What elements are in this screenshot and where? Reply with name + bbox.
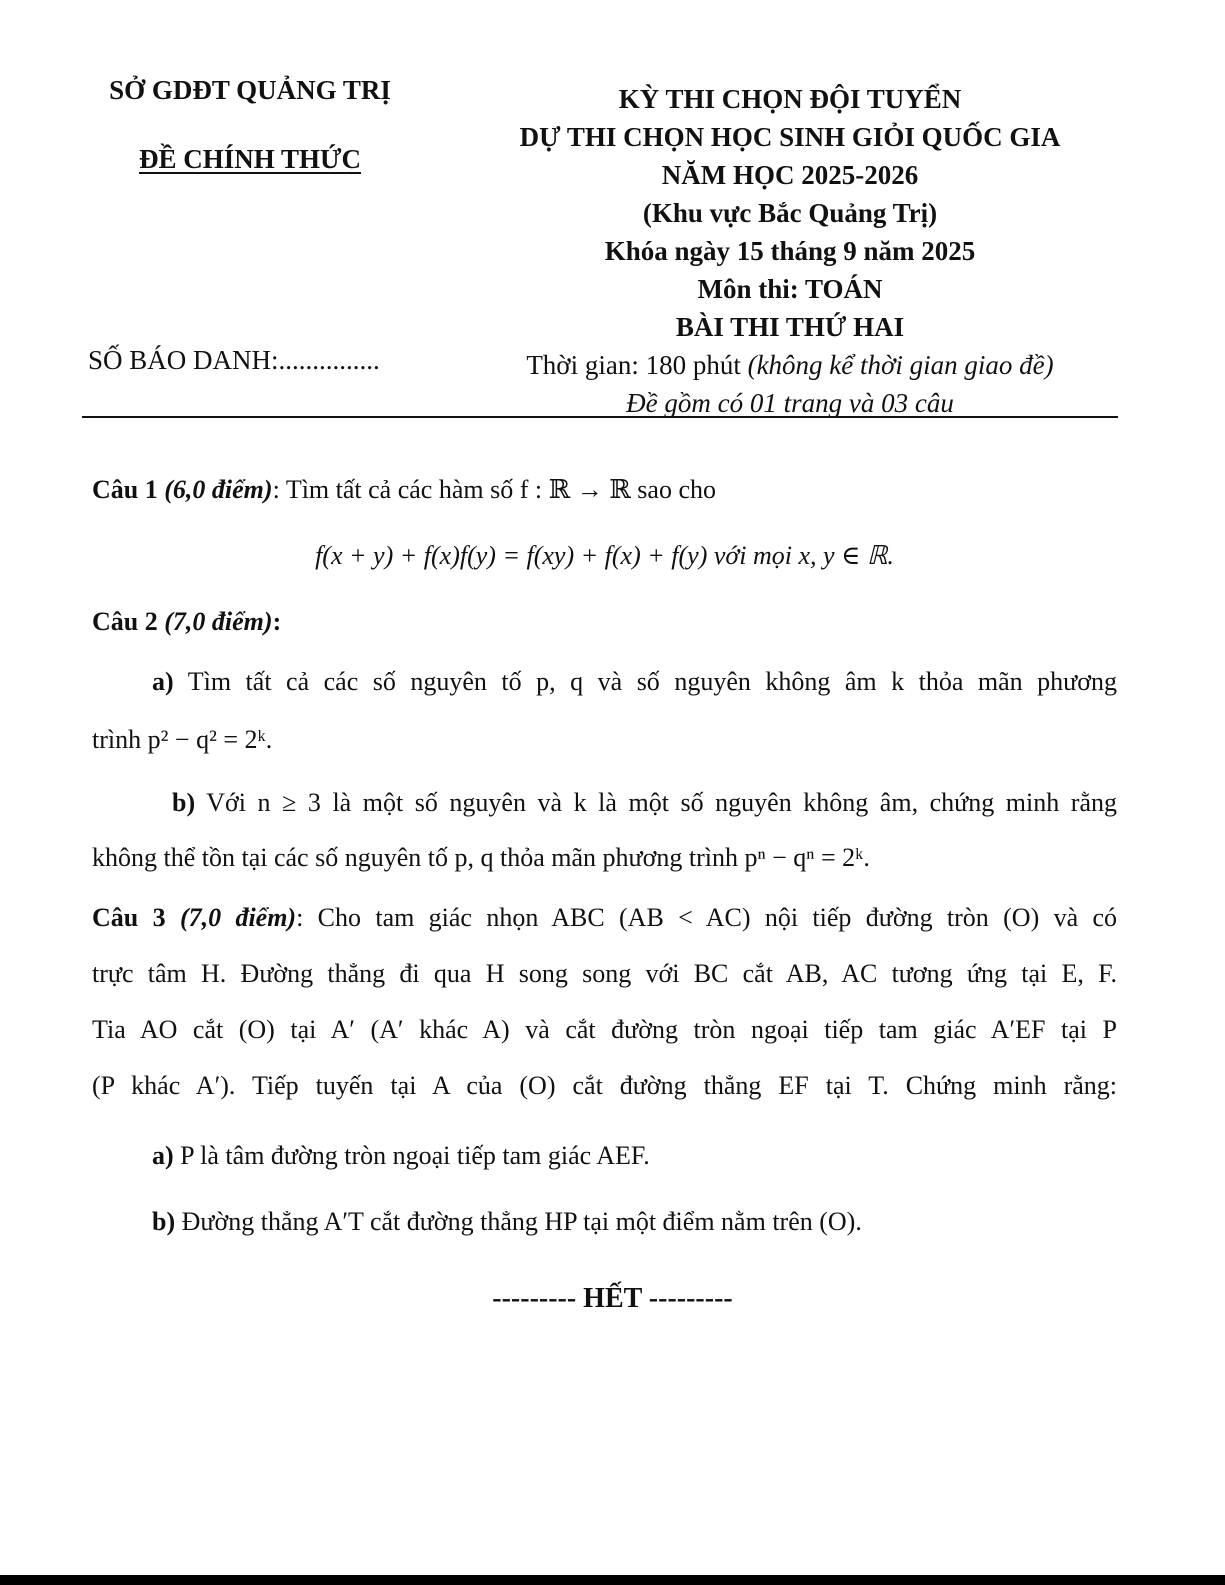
q3-points: (7,0 điểm) (179, 903, 297, 932)
exam-date: Khóa ngày 15 tháng 9 năm 2025 (604, 236, 976, 266)
region: (Khu vực Bắc Quảng Trị) (642, 198, 938, 228)
q2b-line-2: không thể tồn tại các số nguyên tố p, q thỏa mãn phương trình pⁿ − qⁿ = 2ᵏ. (92, 843, 870, 872)
official-label: ĐỀ CHÍNH THỨC (138, 144, 362, 174)
q3-line-2: trực tâm H. Đường thẳng đi qua H song song với BC cắt AB, AC tương ứng tại E, F. (92, 959, 1117, 988)
header-left (85, 75, 415, 175)
q3-line-4: (P khác A′). Tiếp tuyến tại A của (O) cắt đường thẳng EF tại T. Chứng minh rằng: (92, 1071, 1117, 1100)
paper-number: BÀI THI THỨ HAI (675, 312, 905, 342)
q3a-text: P là tâm đường tròn ngoại tiếp tam giác AEF. (180, 1141, 650, 1170)
q3-text-1: : Cho tam giác nhọn ABC (AB < AC) nội tiếp đường tròn (O) và có (296, 903, 1117, 932)
q2b-label: b) (172, 788, 196, 817)
q2a-line-1 (92, 667, 1117, 697)
department-name: SỞ GDĐT QUẢNG TRỊ (109, 75, 391, 105)
q2-heading: Câu 2 (7,0 điểm): (92, 607, 282, 636)
exam-title-2: DỰ THI CHỌN HỌC SINH GIỎI QUỐC GIA (519, 122, 1061, 152)
q3-label: Câu 3 (92, 903, 166, 932)
q3b-text: Đường thẳng A′T cắt đường thẳng HP tại một điểm nằm trên (O). (181, 1207, 862, 1236)
q3b-line (92, 1207, 1117, 1237)
q1-statement (92, 475, 1117, 505)
time-note: (không kể thời gian giao đề) (747, 350, 1054, 380)
candidate-number: SỐ BÁO DANH:............... (88, 345, 380, 375)
header-divider (82, 416, 1118, 418)
q1-label: Câu 1 (92, 475, 158, 504)
q1-equation: f(x + y) + f(x)f(y) = f(xy) + f(x) + f(y) với mọi x, y ∈ ℝ. (315, 541, 894, 570)
school-year: NĂM HỌC 2025-2026 (661, 160, 919, 190)
q2-label: Câu 2 (92, 607, 158, 636)
q1-points: (6,0 điểm) (164, 475, 273, 504)
header-right (470, 80, 1110, 422)
subject: Môn thi: TOÁN (697, 274, 883, 304)
q3-line-1 (92, 903, 1117, 933)
q2a-label: a) (152, 667, 174, 696)
q1-text: : Tìm tất cả các hàm số f : ℝ → ℝ sao cho (272, 475, 717, 504)
exam-title-1: KỲ THI CHỌN ĐỘI TUYỂN (618, 84, 962, 114)
scan-bottom-edge (0, 1575, 1225, 1585)
time-text: Thời gian: 180 phút (526, 350, 741, 380)
q2b-text-1: Với n ≥ 3 là một số nguyên và k là một số nguyên không âm, chứng minh rằng (206, 788, 1118, 817)
q2b-line-1 (92, 788, 1117, 818)
pages-note: Đề gồm có 01 trang và 03 câu (626, 388, 954, 418)
q3a-line (92, 1141, 1117, 1171)
q3-line-3: Tia AO cắt (O) tại A′ (A′ khác A) và cắt đường tròn ngoại tiếp tam giác A′EF tại P (92, 1015, 1117, 1044)
q3a-label: a) (152, 1141, 174, 1170)
time-limit (470, 346, 1110, 384)
q2a-text-1: Tìm tất cả các số nguyên tố p, q và số nguyên không âm k thỏa mãn phương (187, 667, 1118, 696)
q3b-label: b) (152, 1207, 176, 1236)
q2a-line-2: trình p² − q² = 2ᵏ. (92, 725, 273, 754)
end-marker: --------- HẾT --------- (492, 1283, 733, 1314)
q2-points: (7,0 điểm) (164, 607, 273, 636)
